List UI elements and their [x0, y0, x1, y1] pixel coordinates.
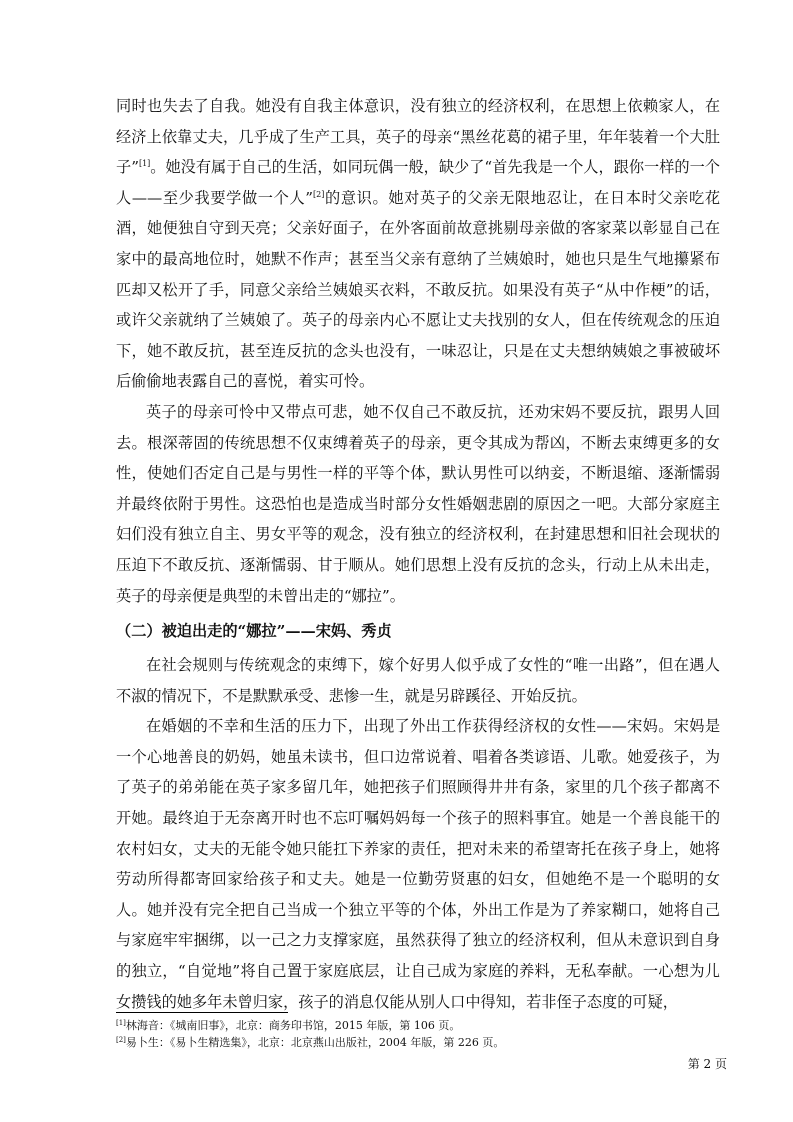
footnote-text-1: 林海音：《城南旧事》，北京：商务印书馆，2015 年版，第 106 页。 — [125, 1019, 461, 1032]
footnote-divider — [116, 1012, 288, 1013]
paragraph-2: 英子的母亲可怜中又带点可悲，她不仅自己不敢反抗，还劝宋妈不要反抗，跟男人回去。根深蒂固的传统思想不仅束缚着英子的母亲，更令其成为帮凶，不断去束缚更多的女性，使她们否定自己是与男性一样的平等个体，默认男性可以纳妾，不断退缩、逐渐懦弱并最终依附于男性。这恐怕也是造成当时部分女性婚姻悲剧的原因之一吧。大部分家庭主妇们没有独立自主、男女平等的观念，没有独立的经济权利，在封建思想和旧社会现状的压迫下不敢反抗、逐渐懦弱、甘于顺从。她们思想上没有反抗的念头，行动上从未出走，英子的母亲便是典型的未曾出走的“娜拉”。 — [116, 402, 720, 605]
paragraph-3: 在社会规则与传统观念的束缚下，嫁个好男人似乎成了女性的“唯一出路”，但在遇人不淑的情况下，不是默默承受、悲惨一生，就是另辟蹊径、开始反抗。 — [116, 656, 720, 705]
paragraph-1-part-c: 的意识。她对英子的父亲无限地忍让，在日本时父亲吃花酒，她便独自守到天亮；父亲好面子，在外客面前故意挑剔母亲做的客家菜以彰显自己在家中的最高地位时，她默不作声；甚至当父亲有意纳了兰姨娘时，她也只是生气地攥紧布匹却又松开了手，同意父亲给兰姨娘买衣料，不敢反抗。如果没有英子“从中作梗”的话，或许父亲就纳了兰姨娘了。英子的母亲内心不愿让丈夫找别的女人，但在传统观念的压迫下，她不敢反抗，甚至连反抗的念头也没有，一味忍让，只是在丈夫想纳姨娘之事被破坏后偷偷地表露自己的喜悦，着实可怜。 — [116, 188, 721, 391]
footnote-mark-1: [1] — [116, 1019, 126, 1027]
footnote-2 — [116, 1035, 720, 1052]
page-number: 第 2 页 — [687, 1057, 727, 1071]
footnote-text-2: 易卜生：《易卜生精选集》，北京：北京燕山出版社，2004 年版，第 226 页。 — [125, 1035, 505, 1049]
footnote-ref-2[interactable]: [2] — [313, 189, 325, 199]
paragraph-1-part-a: 同时也失去了自我。她没有自我主体意识，没有独立的经济权利，在思想上依赖家人，在经济上依靠丈夫，几乎成了生产工具，英子的母亲“黑丝花葛的裙子里，年年装着一个大肚子” — [116, 97, 720, 177]
footnote-ref-1[interactable]: [1] — [138, 159, 151, 169]
footnotes — [116, 1018, 720, 1051]
body-text — [116, 91, 720, 1017]
paragraph-4: 在婚姻的不幸和生活的压力下，出现了外出工作获得经济权的女性——宋妈。宋妈是一个心地善良的奶妈，她虽未读书，但口边常说着、唱着各类谚语、儿歌。她爱孩子，为了英子的弟弟能在英子家多留几年，她把孩子们照顾得井井有条，家里的几个孩子都离不开她。最终迫于无奈离开时也不忘叮嘱妈妈每一个孩子的照料事宜。她是一个善良能干的农村妇女，丈夫的无能令她只能扛下养家的责任，把对未来的希望寄托在孩子身上，她将劳动所得都寄回家给孩子和丈夫。她是一位勤劳贤惠的妇女，但她绝不是一个聪明的女人。她并没有完全把自己当成一个独立平等的个体，外出工作是为了养家糊口，她将自己与家庭牢牢捆绑，以一己之力支撑家庭，虽然获得了独立的经济权利，但从未意识到自身的独立，“自觉地”将自己置于家庭底层，让自己成为家庭的养料，无私奉献。一心想为儿女攒钱的她多年未曾归家，孩子的消息仅能从别人口中得知，若非侄子态度的可疑， — [116, 717, 720, 1011]
paragraph-1 — [116, 91, 720, 397]
section-heading: （二）被迫出走的“娜拉”——宋妈、秀贞 — [116, 622, 392, 641]
footnote-1 — [116, 1018, 720, 1035]
footnote-mark-2: [2] — [116, 1035, 126, 1044]
paragraph-1-part-b: 。她没有属于自己的生活，如同玩偶一般，缺少了“首先我是一个人，跟你一样的一个人——至少我要学做一个人” — [116, 158, 720, 207]
